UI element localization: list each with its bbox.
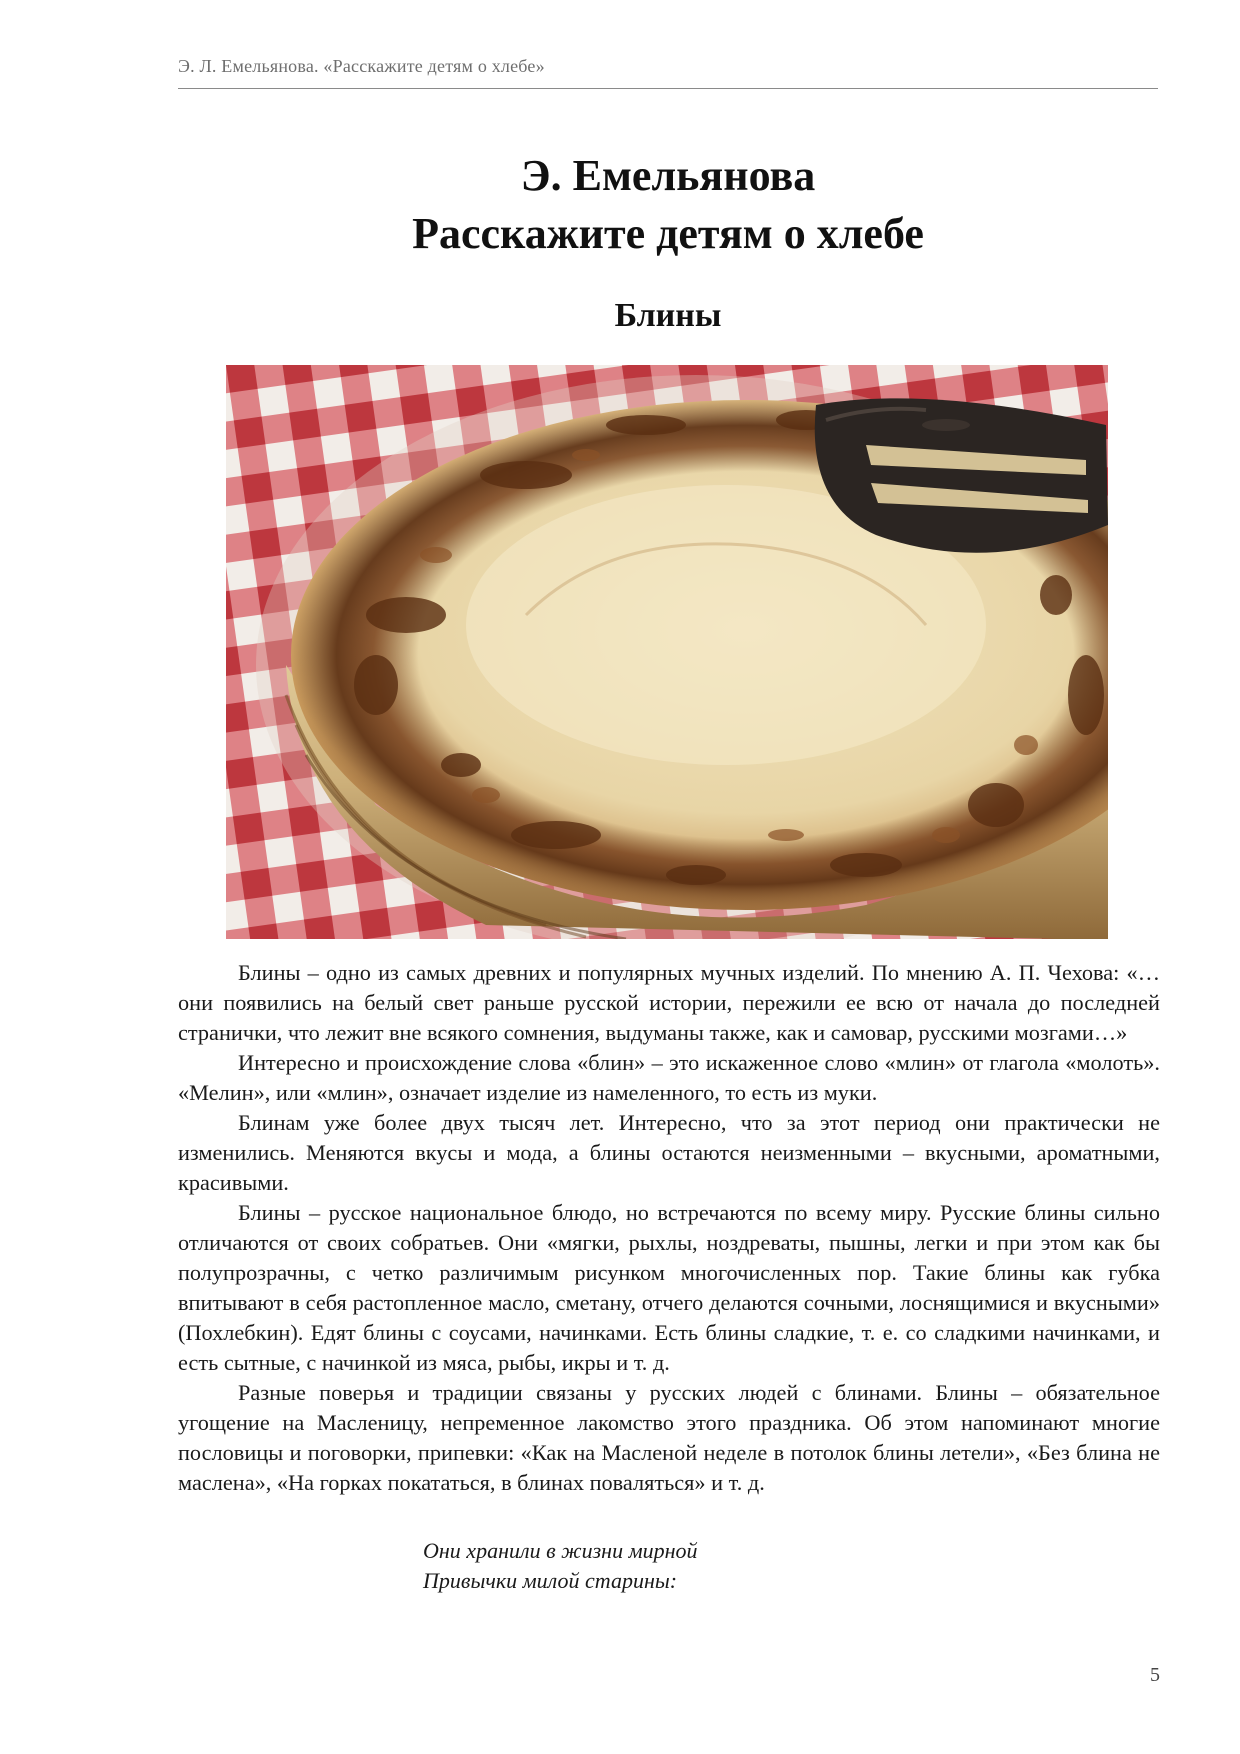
- article-body: [178, 958, 1160, 1498]
- verse-line-2: Привычки милой старины:: [423, 1568, 678, 1593]
- paragraph-4: Блины – русское национальное блюдо, но встречаются по всему миру. Русские блины сильно отличаются от своих собратьев. Они «мягки, рыхлы, ноздреваты, пышны, легки и при этом как бы полупрозрачны, с четко различимым рисунком многочисленных пор. Такие блины как губка впитывают в себя растопленное масло, сметану, отчего делаются сочными, лоснящимися и вкусными» (Похлебкин). Едят блины с соусами, начинками. Есть блины сладкие, т. е. со сладкими начинками, и есть сытные, с начинкой из мяса, рыбы, икры и т. д.: [178, 1200, 1160, 1375]
- section-heading: Блины: [614, 297, 722, 334]
- paragraph-5: Разные поверья и традиции связаны у русских людей с блинами. Блины – обязательное угощение на Масленицу, непременное лакомство этого праздника. Об этом напоминают многие пословицы и поговорки, припевки: «Как на Масленой неделе в потолок блины летели», «Без блина не маслена», «На горках покататься, в блинах поваляться» и т. д.: [178, 1380, 1160, 1495]
- verse-line-1: Они хранили в жизни мирной: [423, 1538, 698, 1563]
- pancake-stack-photo: [226, 365, 1108, 939]
- pancake-stack-illustration: [226, 365, 1108, 939]
- page-number: 5: [1150, 1664, 1160, 1686]
- paragraph-1: Блины – одно из самых древних и популярных мучных изделий. По мнению А. П. Чехова: «… они появились на белый свет раньше русской истории, пережили ее всю от начала до последней странички, что лежит вне всякого сомнения, выдуманы также, как и самовар, русскими мозгами…»: [178, 960, 1160, 1045]
- title-book: Расскажите детям о хлебе: [412, 209, 924, 258]
- header-rule: [178, 88, 1158, 89]
- paragraph-2: Интересно и происхождение слова «блин» – это искаженное слово «млин» от глагола «молоть». «Мелин», или «млин», означает изделие из намеленного, то есть из муки.: [178, 1050, 1160, 1105]
- paragraph-3: Блинам уже более двух тысяч лет. Интересно, что за этот период они практически не изменились. Меняются вкусы и мода, а блины остаются неизменными – вкусными, ароматными, красивыми.: [178, 1110, 1160, 1195]
- verse-epigraph: [423, 1536, 698, 1596]
- title-author: Э. Емельянова: [520, 151, 816, 200]
- running-header: Э. Л. Емельянова. «Расскажите детям о хлебе»: [178, 56, 545, 76]
